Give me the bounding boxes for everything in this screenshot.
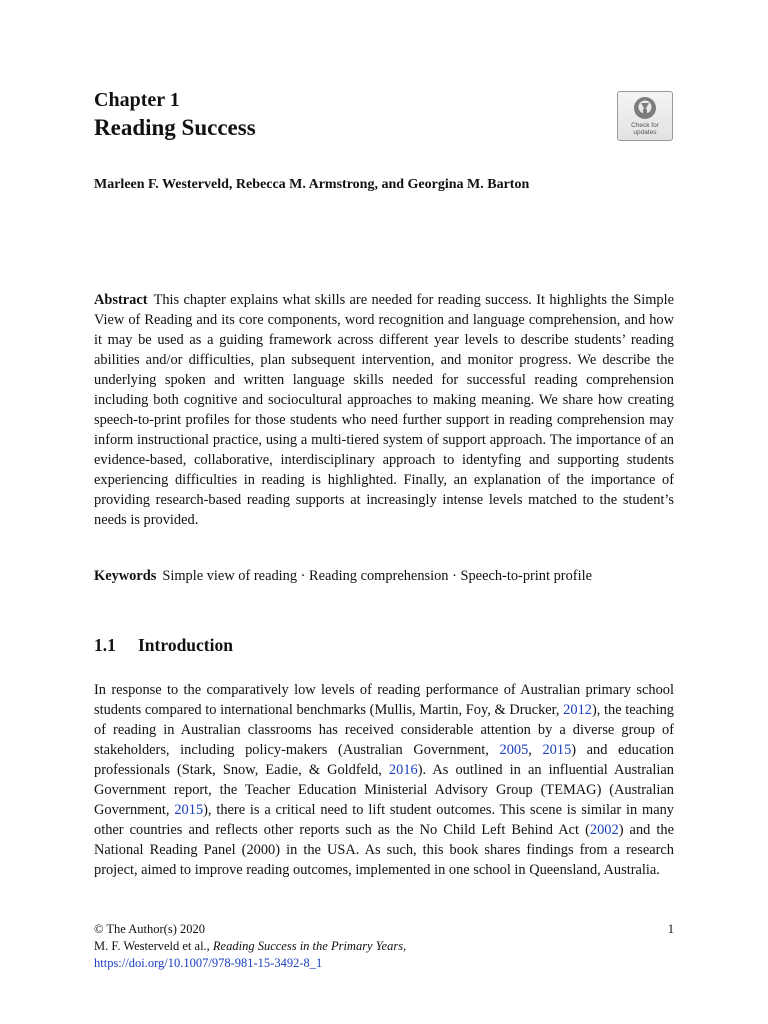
intro-text-4: ). As outlined in an influential Australian Government report, the Teacher Education Ministerial Advisory Group (TEMAG) (Australian Government, — [94, 762, 674, 818]
check-for-updates-badge[interactable] — [617, 91, 673, 141]
keywords — [94, 566, 674, 586]
citation-suffix: , — [403, 939, 407, 953]
citation-link-2016[interactable]: 2016 — [388, 762, 418, 778]
book-title: Reading Success in the Primary Years — [212, 939, 404, 953]
section-heading — [94, 634, 233, 656]
copyright-notice: © The Author(s) 2020 — [94, 922, 205, 936]
citation-link-2015-temag[interactable]: 2015 — [174, 802, 204, 818]
page-footer — [94, 921, 674, 972]
keywords-text: Simple view of reading · Reading comprehension · Speech-to-print profile — [162, 568, 592, 584]
citation-link-2015[interactable]: 2015 — [542, 742, 572, 758]
introduction-paragraph — [94, 680, 674, 880]
intro-separator: , — [528, 742, 543, 758]
badge-line-2: updates — [633, 129, 657, 136]
chapter-title: Reading Success — [94, 115, 256, 140]
section-number: 1.1 — [94, 635, 116, 655]
citation-link-2002[interactable]: 2002 — [589, 822, 619, 838]
citation-line — [94, 938, 674, 955]
badge-line-1: Check for — [631, 122, 659, 129]
abstract — [94, 290, 674, 530]
intro-text-5: ), there is a critical need to lift student outcomes. This scene is similar in many other countries and reflects other reports such as the No Child Left Behind Act ( — [94, 802, 674, 838]
page-number: 1 — [667, 922, 674, 936]
author-list: Marleen F. Westerveld, Rebecca M. Armstrong, and Georgina M. Barton — [94, 177, 530, 192]
doi-link[interactable]: https://doi.org/10.1007/978-981-15-3492-8_1 — [94, 956, 323, 970]
intro-text-1: In response to the comparatively low levels of reading performance of Australian primary school students compared to international benchmarks (Mullis, Martin, Foy, & Drucker, — [94, 682, 674, 718]
badge-label — [631, 122, 659, 136]
check-for-updates-icon — [632, 95, 658, 121]
citation-link-2012[interactable]: 2012 — [563, 702, 592, 718]
intro-text-3: ) and education professionals (Stark, Snow, Eadie, & Goldfeld, — [94, 742, 674, 778]
chapter-label: Chapter 1 — [94, 89, 180, 111]
abstract-label: Abstract — [94, 292, 148, 308]
citation-link-2005[interactable]: 2005 — [499, 742, 529, 758]
keywords-label: Keywords — [94, 568, 157, 584]
intro-text-2: ), the teaching of reading in Australian classrooms has received considerable attention by a diverse group of stakeholders, including policy-makers (Australian Government, — [94, 702, 674, 758]
section-title: Introduction — [138, 635, 233, 655]
abstract-text: This chapter explains what skills are needed for reading success. It highlights the Simple View of Reading and its core components, word recognition and language comprehension, and how it may be used as a guiding framework across different year levels to describe students’ reading abilities and/or difficulties, plan subsequent intervention, and monitor progress. We describe the underlying spoken and written language skills needed for successful reading comprehension including both cognitive and sociocultural approaches to making meaning. We share how creating speech-to-print profiles for those students who need further support in reading comprehension may inform instructional practice, using a multi-tiered system of support approach. The importance of an evidence-based, collaborative, interdisciplinary approach to identyfing and supporting students experiencing difficulties in reading is highlighted. Finally, an explanation of the importance of providing research-based reading supports at increasingly intense levels matched to the student’s needs is provided. — [94, 292, 674, 528]
intro-text-6: ) and the National Reading Panel (2000) in the USA. As such, this book shares findings from a research project, aimed to improve reading outcomes, implemented in one school in Queensland, Australia. — [94, 822, 674, 878]
citation-prefix: M. F. Westerveld et al., — [94, 939, 213, 953]
